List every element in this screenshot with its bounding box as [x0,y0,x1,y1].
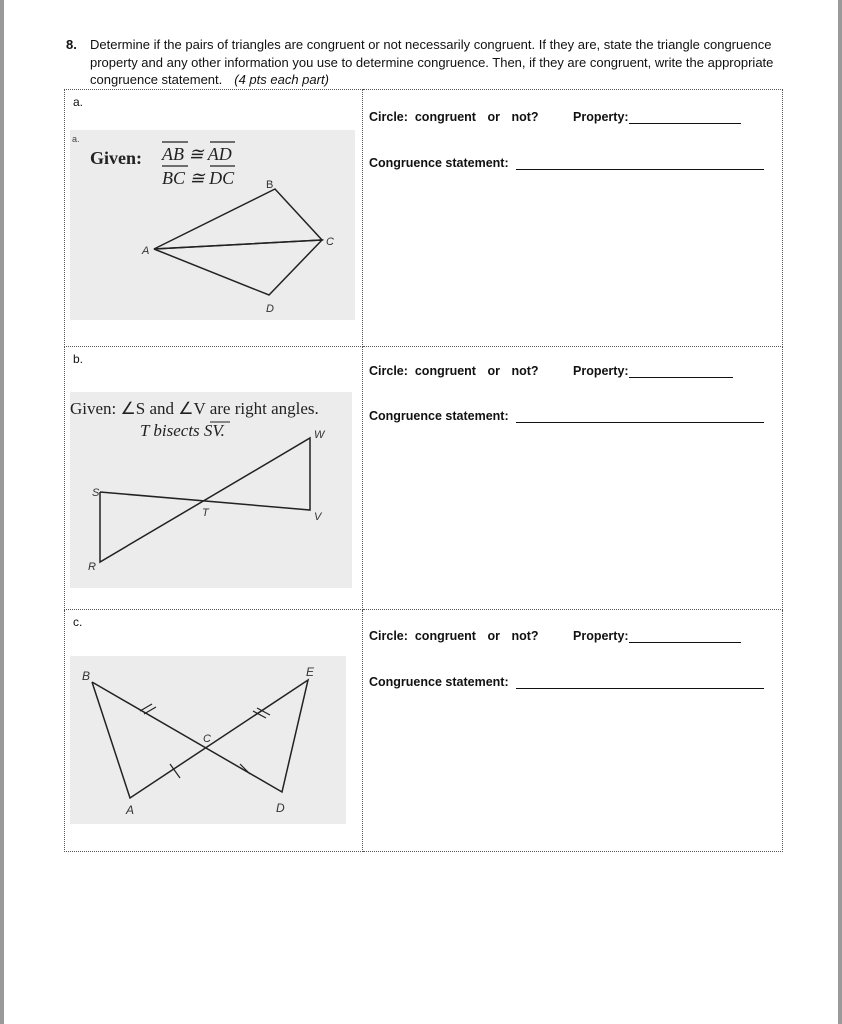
part-c-row [65,610,783,852]
part-a-triangle-adc [154,240,322,295]
part-c-triangles [92,680,308,798]
part-b-circle-prompt [369,364,539,378]
part-c-or-label: or [487,629,500,643]
part-c-congruence-label: Congruence statement: [369,675,509,689]
part-b-congruence-label: Congruence statement: [369,409,509,423]
part-b-property [573,364,733,378]
part-b-figure [70,392,352,588]
part-b-option-congruent[interactable]: congruent [414,364,476,378]
part-c-circle-prompt [369,629,539,643]
part-c-property [573,629,741,643]
part-c-vertex-e: E [306,665,315,679]
part-a-circle-prompt [369,110,539,124]
part-c-vertex-d: D [276,801,285,815]
part-a-congruence-label: Congruence statement: [369,156,509,170]
part-c-property-blank[interactable] [629,630,741,643]
part-c-figure-cell [65,610,363,852]
answer-grid [64,89,783,852]
part-a-property-blank[interactable] [629,111,741,124]
part-c-diagram [70,656,346,824]
question-text: Determine if the pairs of triangles are congruent or not necessarily congruent. If they are, state the triangle congruence property and any other information you use to determine congruence. Then, if they are congruent, write the appropriate congruence statement. [90,37,774,87]
part-a-option-not[interactable]: not? [511,110,539,124]
part-c-figure [70,656,346,824]
part-c-congruence-blank[interactable] [516,676,764,689]
part-b-option-not[interactable]: not? [511,364,539,378]
question-number: 8. [66,37,77,52]
part-b-given-line1: Given: ∠S and ∠V are right angles. [70,399,319,418]
part-c-vertex-b: B [82,669,91,683]
part-b-row [65,347,783,610]
part-a-answer-cell [363,90,783,347]
part-a-diagram [70,130,355,320]
part-c-property-label: Property: [573,629,629,643]
part-a-vertex-c: C [326,236,334,248]
question-text-block [90,36,790,89]
part-b-triangles [100,438,310,562]
part-b-vertex-s: S [92,487,100,499]
part-c-answer-cell [363,610,783,852]
part-b-property-label: Property: [573,364,629,378]
part-b-diagram [70,392,352,588]
left-edge-bar [0,0,4,1024]
part-c-option-not[interactable]: not? [511,629,539,643]
part-b-congruence [369,409,764,423]
part-a-given-line1: AB ≅ AD [162,144,232,164]
part-b-label: b. [73,352,84,366]
part-b-vertex-t: T [202,507,209,519]
part-c-vertex-a: A [126,803,135,817]
part-b-or-label: or [487,364,500,378]
part-b-given-line2: T bisects SV. [140,421,225,440]
part-a-vertex-b: B [266,179,274,191]
part-a-vertex-a: A [142,245,150,257]
part-c-option-congruent[interactable]: congruent [414,629,476,643]
part-a-congruence-blank[interactable] [516,157,764,170]
part-c-congruence [369,675,764,689]
part-b-vertex-w: W [314,429,325,441]
part-a-figure [70,130,355,320]
part-b-circle-label: Circle: [369,364,408,378]
part-a-sub-label: a. [72,134,80,144]
part-a-property-label: Property: [573,110,629,124]
question-points: (4 pts each part) [234,72,329,87]
part-a-circle-label: Circle: [369,110,408,124]
part-b-vertex-r: R [88,561,96,573]
part-b-vertex-v: V [314,511,322,523]
part-a-option-congruent[interactable]: congruent [414,110,476,124]
part-b-figure-cell [65,347,363,610]
part-b-property-blank[interactable] [629,365,733,378]
part-c-circle-label: Circle: [369,629,408,643]
part-a-vertex-d: D [266,303,274,315]
part-a-label: a. [73,95,84,109]
part-a-or-label: or [487,110,500,124]
part-b-congruence-blank[interactable] [516,410,764,423]
part-a-congruence [369,156,764,170]
part-a-given-word: Given: [90,148,142,168]
part-a-given-line2: BC ≅ DC [162,168,235,188]
right-edge-bar [838,0,842,1024]
part-c-label: c. [73,615,83,629]
part-a-row [65,90,783,347]
part-a-figure-cell [65,90,363,347]
part-c-vertex-c: C [203,733,211,745]
part-a-property [573,110,741,124]
part-b-answer-cell [363,347,783,610]
part-a-triangle-abc [154,189,322,249]
